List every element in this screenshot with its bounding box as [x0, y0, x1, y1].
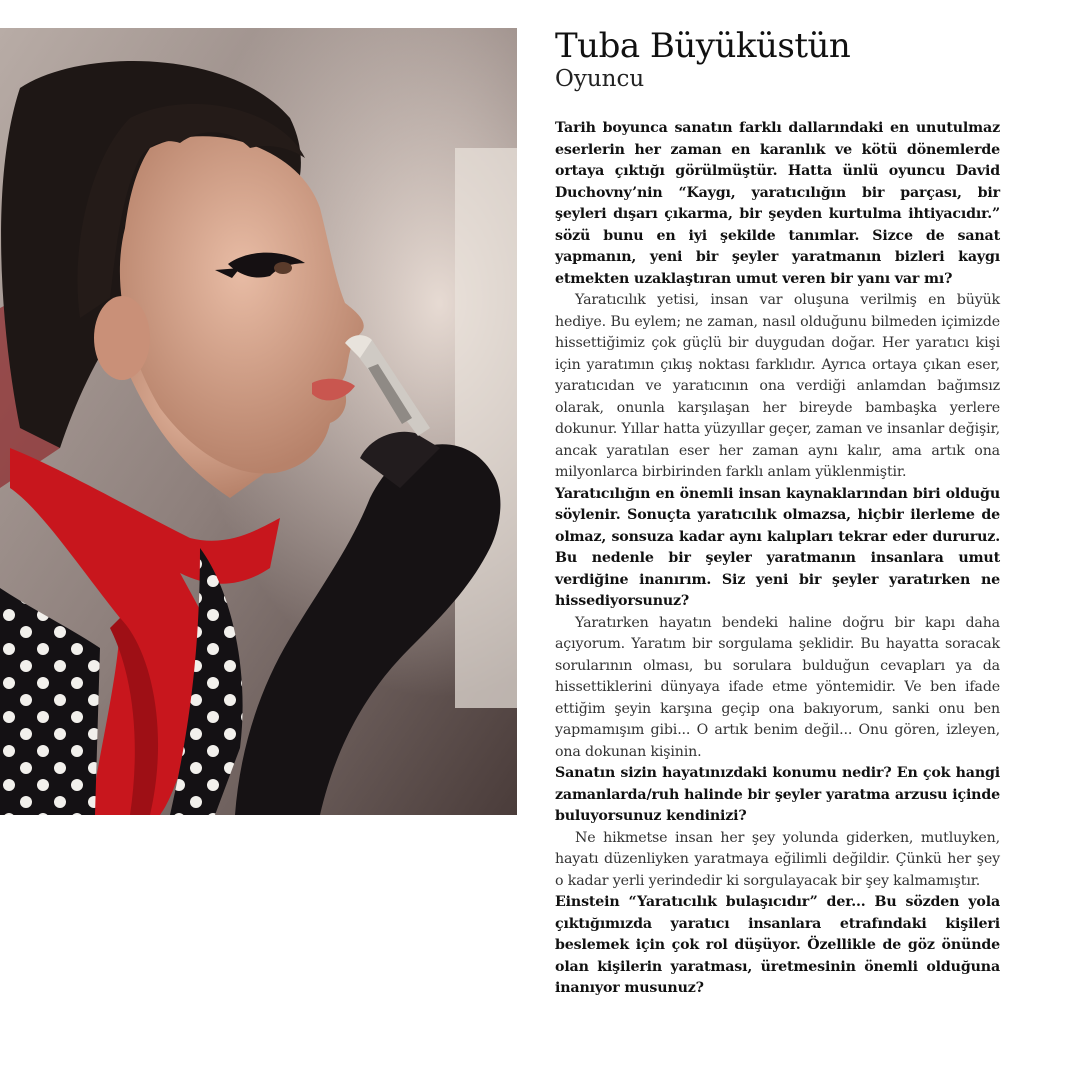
question-paragraph: Sanatın sizin hayatınızdaki konumu nedir? En çok hangi zamanlarda/ruh halinde bir şeyler yaratma arzusu içinde buluyorsunuz kendinizi?	[555, 765, 1000, 824]
question-paragraph: Yaratıcılığın en önemli insan kaynaklarından biri olduğu söylenir. Sonuçta yaratıcılık olmazsa, hiçbir ilerleme de olmaz, sonsuza kadar aynı kalıpları tekrar eder dururuz. Bu nedenle bir şeyler yaratmanın insanlara umut verdiğine inanırım. Siz yeni bir şeyler yaratırken ne hissediyorsunuz?	[555, 485, 1000, 609]
question-paragraph: Einstein “Yaratıcılık bulaşıcıdır” der... Bu sözden yola çıktığımızda yaratıcı insanlara etrafındaki kişileri beslemek için çok rol düşüyor. Özellikle de göz önünde olan kişilerin yaratması, üretmesinin önemli olduğuna inanıyor musunuz?	[555, 894, 1000, 996]
answer-paragraph: Ne hikmetse insan her şey yolunda giderken, mutluyken, hayatı düzenliyken yaratmaya eğilimli değildir. Çünkü her şey o kadar yerli yerindedir ki sorgulayacak bir şey kalmamıştır.	[555, 829, 1000, 889]
article-body	[555, 118, 1000, 1000]
portrait-illustration	[0, 28, 517, 815]
answer-paragraph: Yaratıcılık yetisi, insan var oluşuna verilmiş en büyük hediye. Bu eylem; ne zaman, nasıl olduğunu bilmeden içimizde hissettiğimiz çok güçlü bir duygudan doğar. Her yaratıcı kişi için yaratımın çıkış noktası farklıdır. Ayrıca ortaya çıkan eser, yaratıcıdan ve yaratıcının ona verdiği anlamdan bağımsız olarak, onunla karşılaşan her bireyde bambaşka yerlere dokunur. Yıllar hatta yüzyıllar geçer, zaman ve insanlar değişir, ancak yaratılan eser her zaman aynı kalır, ama artık ona milyonlarca birbirinden farklı anlam yüklenmiştir.	[555, 292, 1000, 480]
question-paragraph: Tarih boyunca sanatın farklı dallarındaki en unutulmaz eserlerin her zaman en karanlık ve kötü dönemlerde ortaya çıktığı görülmüştür. Hatta ünlü oyuncu David Duchovny’nin “Kaygı, yaratıcılığın bir parçası, bir şeyleri dışarı çıkarma, bir şeyden kurtulma ihtiyacıdır.” sözü bunu en iyi şekilde tanımlar. Sizce de sanat yapmanın, yeni bir şeyler yaratmanın bizleri kaygı etmekten uzaklaştıran umut veren bir yanı var mı?	[555, 120, 1000, 287]
article-subtitle: Oyuncu	[555, 66, 645, 92]
portrait-photo	[0, 28, 517, 815]
answer-paragraph: Yaratırken hayatın bendeki haline doğru bir kapı daha açıyorum. Yaratım bir sorgulama şeklidir. Bu hayatta soracak sorularının olması, bu sorulara bulduğun cevapları ya da hissettiklerini dünyaya ifade etme yöntemidir. Ve ben ifade ettiğim şeyin karşına geçip ona bakıyorum, sanki onu ben yapmamışım gibi... O artık benim değil... Onu gören, izleyen, ona dokunan kişinin.	[555, 614, 1000, 760]
article	[555, 26, 1000, 1000]
article-title: Tuba Büyüküstün	[555, 26, 851, 66]
